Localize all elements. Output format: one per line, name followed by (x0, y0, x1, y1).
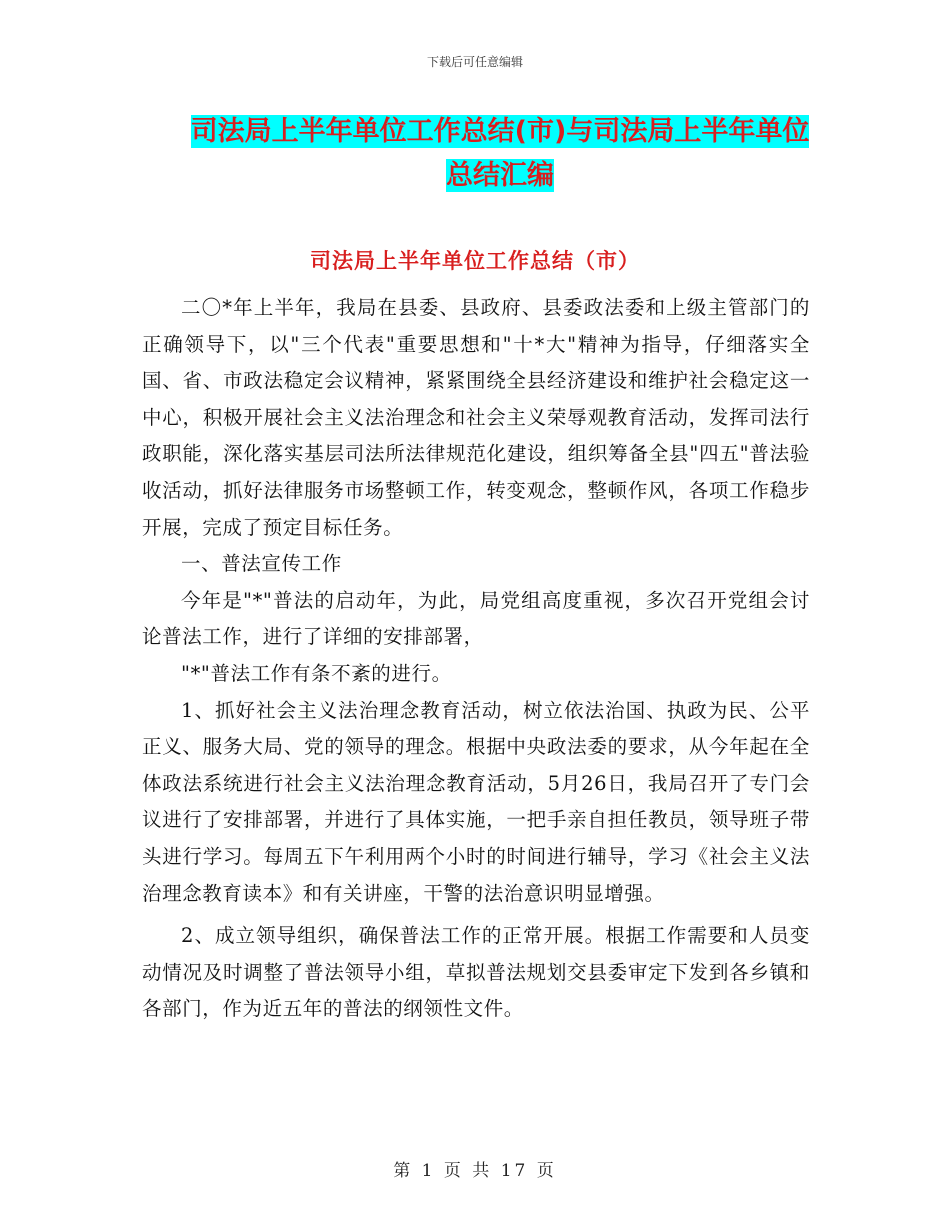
header-note: 下载后可任意编辑 (426, 55, 523, 69)
document-title-line-1: 司法局上半年单位工作总结(市)与司法局上半年单位 (190, 116, 810, 147)
page-footer: 第 1 页 共 17 页 (393, 1161, 557, 1181)
paragraph-heading-1: 一、普法宣传工作 (181, 552, 342, 576)
paragraph-3: "*"普法工作有条不紊的进行。 (181, 661, 452, 685)
paragraph-item-2: 2、成立领导组织，确保普法工作的正常开展。根据工作需要和人员变动情况及时调整了普法领导小组，草拟普法规划交县委审定下发到各乡镇和各部门，作为近五年的普法的纲领性文件。 (142, 924, 810, 1021)
paragraph-intro: 二〇*年上半年，我局在县委、县政府、县委政法委和上级主管部门的正确领导下，以"三个代表"重要思想和"十*大"精神为指导，仔细落实全国、省、市政法稳定会议精神，紧紧围绕全县经济建设和维护社会稳定这一中心，积极开展社会主义法治理念和社会主义荣辱观教育活动，发挥司法行政职能，深化落实基层司法所法律规范化建设，组织筹备全县"四五"普法验收活动，抓好法律服务市场整顿工作，转变观念，整顿作风，各项工作稳步开展，完成了预定目标任务。 (142, 296, 810, 539)
document-body (142, 290, 810, 1028)
document-title-line-2: 总结汇编 (446, 160, 554, 191)
paragraph-2: 今年是"*"普法的启动年，为此，局党组高度重视，多次召开党组会讨论普法工作，进行了详细的安排部署， (142, 588, 810, 649)
paragraph-item-1: 1、抓好社会主义法治理念教育活动，树立依法治国、执政为民、公平正义、服务大局、党的领导的理念。根据中央政法委的要求，从今年起在全体政法系统进行社会主义法治理念教育活动，5月26日，我局召开了专门会议进行了安排部署，并进行了具体实施，一把手亲自担任教员，领导班子带头进行学习。每周五下午利用两个小时的时间进行辅导，学习《社会主义法治理念教育读本》和有关讲座，干警的法治意识明显增强。 (142, 698, 810, 905)
document-title (150, 110, 850, 198)
section-title: 司法局上半年单位工作总结（市） (310, 249, 640, 273)
